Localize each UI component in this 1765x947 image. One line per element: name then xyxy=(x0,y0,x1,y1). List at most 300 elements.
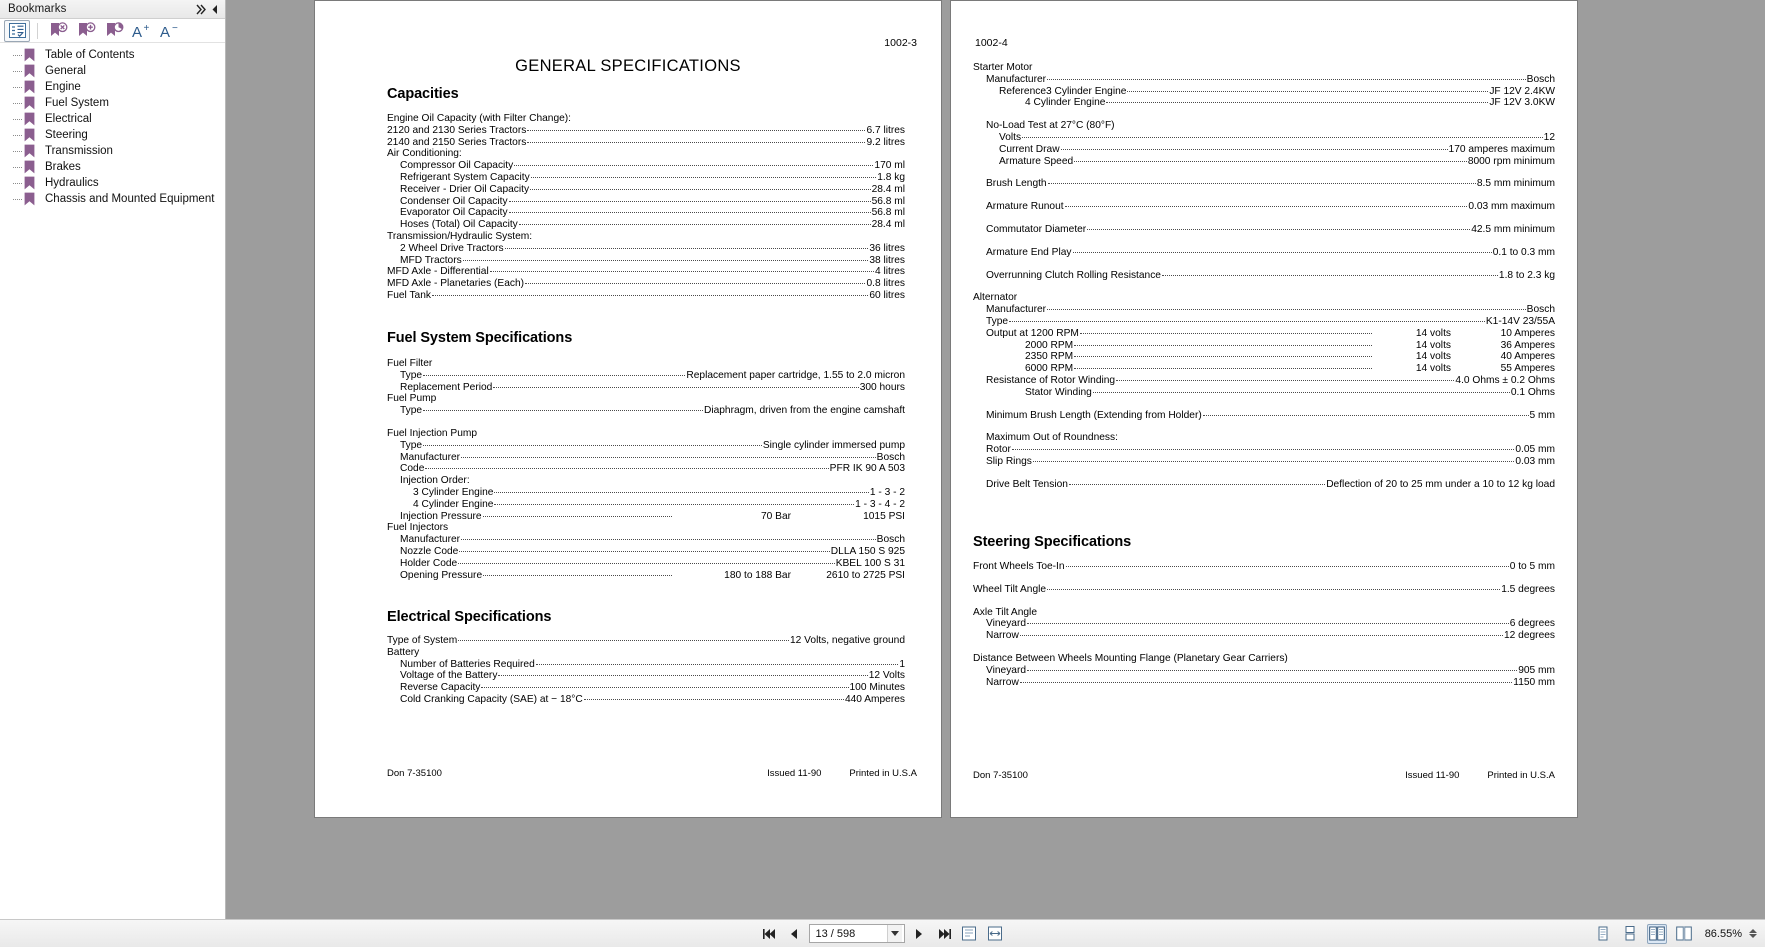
svg-text:−: − xyxy=(172,22,178,34)
spec-label: Commutator Diameter xyxy=(986,223,1087,235)
spec-label: 2120 and 2130 Series Tractors xyxy=(387,124,527,136)
spec-row xyxy=(973,618,1555,630)
collapse-panel-icon[interactable] xyxy=(195,3,208,16)
new-bookmark-button[interactable] xyxy=(73,20,99,42)
leader-dots xyxy=(481,687,848,688)
spec-row xyxy=(387,125,905,137)
bookmarks-panel xyxy=(0,0,226,919)
spec-label: Code xyxy=(400,463,425,475)
spec-label: Distance Between Wheels Mounting Flange (Planetary Gear Carriers) xyxy=(973,652,1288,664)
first-page-button[interactable] xyxy=(761,924,779,944)
spec-row xyxy=(973,201,1555,213)
bookmark-item-label: Brakes xyxy=(45,160,81,173)
bookmark-item-brakes[interactable] xyxy=(0,159,225,175)
spec-value-secondary: 36 Amperes xyxy=(1500,339,1555,351)
spec-label: Manufacturer xyxy=(400,451,461,463)
spec-row-spacer xyxy=(387,417,905,428)
spec-value: 1.8 to 2.3 kg xyxy=(1498,269,1555,281)
section-heading: Fuel System Specifications xyxy=(387,330,573,346)
spec-value: 9.2 litres xyxy=(866,136,905,148)
leader-dots xyxy=(1074,345,1372,346)
spec-label: Type xyxy=(400,405,423,417)
leader-dots xyxy=(1027,623,1509,624)
spec-value: 8.5 mm minimum xyxy=(1476,178,1555,190)
spec-value: 0.05 mm xyxy=(1515,444,1555,456)
leader-dots xyxy=(1116,380,1454,381)
spec-row xyxy=(387,670,905,682)
single-page-view-button[interactable] xyxy=(1593,924,1613,944)
spec-row xyxy=(973,607,1555,619)
bookmark-item-label: Steering xyxy=(45,128,88,141)
spec-label: Minimum Brush Length (Extending from Holder) xyxy=(986,409,1202,421)
spec-value: 1 - 3 - 4 - 2 xyxy=(855,498,905,510)
spec-label: Holder Code xyxy=(400,557,458,569)
spec-value: Single cylinder immersed pump xyxy=(762,439,905,451)
spec-label: Current Draw xyxy=(999,143,1060,155)
spec-row xyxy=(973,375,1555,387)
leader-dots xyxy=(1080,333,1372,334)
footer-printed-left: Printed in U.S.A xyxy=(849,768,917,779)
spec-label: Narrow xyxy=(986,630,1019,642)
spec-label: Opening Pressure xyxy=(400,569,483,581)
spec-value: Bosch xyxy=(876,534,905,546)
spec-row xyxy=(973,97,1555,109)
spec-row xyxy=(973,224,1555,236)
spec-label: Output at 1200 RPM xyxy=(986,327,1079,339)
spec-label: Fuel Tank xyxy=(387,289,431,301)
leader-dots xyxy=(1069,484,1325,485)
spec-row-spacer xyxy=(973,259,1555,270)
spec-value: PFR IK 90 A 503 xyxy=(829,463,905,475)
spec-label: Replacement Period xyxy=(400,381,493,393)
two-page-view-button[interactable] xyxy=(1647,924,1667,944)
spec-value: 4 litres xyxy=(874,266,905,278)
bookmark-item-label: Engine xyxy=(45,80,81,93)
bookmark-flag-icon xyxy=(24,96,37,111)
leader-dots xyxy=(1047,589,1500,590)
leader-dots xyxy=(461,457,876,458)
bookmark-item-general[interactable] xyxy=(0,63,225,79)
spec-value-secondary: 40 Amperes xyxy=(1500,351,1555,363)
spec-label: Armature End Play xyxy=(986,246,1072,258)
bookmark-item-hydraulics[interactable] xyxy=(0,175,225,191)
leader-dots xyxy=(527,142,865,143)
spec-row-spacer xyxy=(973,109,1555,120)
spec-value: 8000 rpm minimum xyxy=(1467,155,1555,167)
spec-label: Type xyxy=(400,439,423,451)
spec-label: Type xyxy=(400,369,423,381)
spec-value: 0.03 mm xyxy=(1515,455,1555,467)
spec-label: Type of System xyxy=(387,635,458,646)
bookmark-flag-icon xyxy=(24,192,37,207)
spec-label: Armature Speed xyxy=(999,155,1074,167)
spec-row xyxy=(973,479,1555,491)
spec-row xyxy=(387,370,905,382)
spec-row xyxy=(387,511,905,523)
zoom-in-arrow-icon[interactable] xyxy=(1749,929,1757,933)
spec-row xyxy=(387,219,905,231)
spec-value: 60 litres xyxy=(869,289,905,301)
bookmark-item-label: General xyxy=(45,64,86,77)
spec-value: Bosch xyxy=(1526,304,1555,316)
section-heading: Capacities xyxy=(387,86,459,102)
status-bar xyxy=(0,919,1765,947)
spec-label: Refrigerant System Capacity xyxy=(400,171,530,183)
spec-row xyxy=(387,393,905,405)
spec-row xyxy=(387,278,905,290)
spec-row xyxy=(973,86,1555,98)
leader-dots xyxy=(1033,461,1514,462)
hide-panel-icon[interactable] xyxy=(208,3,221,16)
spec-value: 38 litres xyxy=(869,254,905,266)
spec-row-spacer xyxy=(973,421,1555,432)
spec-label: Armature Runout xyxy=(986,201,1064,213)
expand-current-bookmark-button[interactable] xyxy=(4,20,30,42)
svg-text:+: + xyxy=(143,22,150,34)
spec-row-spacer xyxy=(973,573,1555,584)
leader-dots xyxy=(519,224,871,225)
spec-value: 440 Amperes xyxy=(844,693,905,705)
spec-label: Alternator xyxy=(973,292,1018,304)
spec-label: Fuel Injectors xyxy=(387,522,449,534)
spec-value: 170 ml xyxy=(874,160,905,172)
spec-value: 14 volts xyxy=(1415,363,1451,375)
spec-value: JF 12V 3.0KW xyxy=(1489,97,1555,109)
spec-label: Nozzle Code xyxy=(400,545,459,557)
leader-dots xyxy=(531,177,877,178)
leader-dots xyxy=(1061,149,1448,150)
spec-row xyxy=(973,561,1555,573)
spec-row xyxy=(973,410,1555,422)
last-page-button[interactable] xyxy=(935,924,953,944)
spec-row xyxy=(973,132,1555,144)
bookmark-flag-icon xyxy=(24,176,37,191)
spec-row xyxy=(973,444,1555,456)
spec-row xyxy=(973,351,1555,363)
leader-dots xyxy=(423,410,703,411)
spec-value: 14 volts xyxy=(1415,351,1451,363)
spec-list xyxy=(973,62,1555,491)
delete-bookmark-button[interactable] xyxy=(45,20,71,42)
spec-value: 100 Minutes xyxy=(849,682,905,694)
spec-row xyxy=(387,534,905,546)
spec-value: 36 litres xyxy=(869,242,905,254)
fit-width-button[interactable] xyxy=(985,924,1005,944)
spec-row-spacer xyxy=(973,596,1555,607)
bookmark-item-label: Chassis and Mounted Equipment xyxy=(45,192,215,205)
leader-dots xyxy=(536,664,899,665)
document-title: GENERAL SPECIFICATIONS xyxy=(515,57,741,75)
leader-dots xyxy=(432,295,868,296)
spec-value: 12 xyxy=(1543,131,1555,143)
spec-row xyxy=(387,184,905,196)
footer-doc-id-right: Don 7-35100 xyxy=(973,770,1028,781)
spec-row xyxy=(973,677,1555,689)
spec-row xyxy=(387,172,905,184)
next-page-button[interactable] xyxy=(911,924,929,944)
spec-value: 1.8 kg xyxy=(877,171,905,183)
spec-value: 42.5 mm minimum xyxy=(1471,223,1555,235)
leader-dots xyxy=(423,375,685,376)
page-label-right: 1002-4 xyxy=(975,37,1008,49)
spec-row xyxy=(973,456,1555,468)
spec-row xyxy=(973,270,1555,282)
spec-value: 0 to 5 mm xyxy=(1509,561,1555,572)
spec-row-spacer xyxy=(973,642,1555,653)
spec-value: K1-14V 23/55A xyxy=(1485,315,1555,327)
spec-value: 180 to 188 Bar xyxy=(724,569,791,581)
spec-label: Engine Oil Capacity (with Filter Change): xyxy=(387,113,572,124)
fit-page-button[interactable] xyxy=(959,924,979,944)
bookmark-item-steering[interactable] xyxy=(0,127,225,143)
spec-row xyxy=(973,340,1555,352)
spec-row-spacer xyxy=(973,236,1555,247)
spec-value: 56.8 ml xyxy=(871,207,905,219)
spec-value: 12 Volts xyxy=(868,670,905,682)
spec-row xyxy=(973,74,1555,86)
leader-dots xyxy=(1093,392,1510,393)
bookmark-item-transmission[interactable] xyxy=(0,143,225,159)
leader-dots xyxy=(1012,449,1514,450)
spec-row xyxy=(973,62,1555,74)
leader-dots xyxy=(1020,635,1503,636)
spec-row xyxy=(387,290,905,302)
spec-value: 70 Bar xyxy=(760,510,791,522)
spec-value: 28.4 ml xyxy=(871,183,905,195)
spec-row xyxy=(387,475,905,487)
leader-dots xyxy=(1127,91,1488,92)
leader-dots xyxy=(1074,368,1372,369)
spec-label: Air Conditioning: xyxy=(387,148,462,160)
leader-dots xyxy=(458,563,835,564)
spec-value: 12 degrees xyxy=(1504,630,1555,642)
spec-label: No-Load Test at 27°C (80°F) xyxy=(986,120,1115,132)
tree-connector-icon xyxy=(10,199,24,200)
page-navigation-group xyxy=(0,924,1765,944)
leader-dots xyxy=(1022,137,1543,138)
pdf-page-right[interactable] xyxy=(950,0,1578,818)
spec-label: Vineyard xyxy=(986,664,1027,676)
spec-label: Reverse Capacity xyxy=(400,682,481,694)
spec-label: Fuel Filter xyxy=(387,358,433,369)
spec-row xyxy=(973,292,1555,304)
bookmark-item-label: Table of Contents xyxy=(45,48,135,61)
spec-row xyxy=(387,255,905,267)
bookmark-flag-icon xyxy=(24,128,37,143)
spec-label: Maximum Out of Roundness: xyxy=(986,432,1118,444)
spec-row xyxy=(387,440,905,452)
spec-row xyxy=(973,387,1555,399)
bookmark-flag-icon xyxy=(24,64,37,79)
spec-row xyxy=(973,328,1555,340)
leader-dots xyxy=(525,283,865,284)
bookmark-flag-icon xyxy=(24,160,37,175)
leader-dots xyxy=(1047,309,1526,310)
zoom-out-arrow-icon[interactable] xyxy=(1749,934,1757,938)
spec-label: Evaporator Oil Capacity xyxy=(400,207,508,219)
leader-dots xyxy=(1047,79,1526,80)
tree-connector-icon xyxy=(10,71,24,72)
increase-text-size-button[interactable] xyxy=(129,20,155,42)
bookmark-item-chassis-and-mounted-equipment[interactable] xyxy=(0,191,225,207)
bookmark-item-label: Electrical xyxy=(45,112,92,125)
spec-value: 1.5 degrees xyxy=(1501,583,1555,595)
spec-value: 0.8 litres xyxy=(866,278,905,290)
spec-row xyxy=(387,113,905,125)
spec-label: 4 Cylinder Engine xyxy=(1025,97,1106,109)
svg-text:A: A xyxy=(132,23,143,39)
spec-value: 1 - 3 - 2 xyxy=(869,486,905,498)
pdf-page-left[interactable] xyxy=(314,0,942,818)
spec-label: Reference3 Cylinder Engine xyxy=(999,85,1127,97)
spec-value: 6 degrees xyxy=(1509,618,1555,630)
spec-value: 56.8 ml xyxy=(871,195,905,207)
leader-dots xyxy=(425,468,828,469)
spec-row xyxy=(973,178,1555,190)
bookmark-item-fuel-system[interactable] xyxy=(0,95,225,111)
zoom-level-value: 86.55% xyxy=(1704,927,1742,940)
bookmark-item-label: Hydraulics xyxy=(45,176,99,189)
spec-row xyxy=(973,304,1555,316)
spec-row xyxy=(387,207,905,219)
leader-dots xyxy=(1065,206,1468,207)
leader-dots xyxy=(1027,670,1517,671)
leader-dots xyxy=(463,260,869,261)
spec-row xyxy=(387,405,905,417)
spec-row xyxy=(973,247,1555,259)
spec-row xyxy=(973,120,1555,132)
spec-label: Axle Tilt Angle xyxy=(973,606,1037,618)
spec-row xyxy=(387,243,905,255)
bookmarks-toolbar xyxy=(0,19,225,43)
spec-label: 2000 RPM xyxy=(1025,339,1074,351)
spec-value: Bosch xyxy=(876,451,905,463)
spec-label: 2140 and 2150 Series Tractors xyxy=(387,136,527,148)
page-number-input[interactable] xyxy=(809,924,905,943)
spec-label: Injection Pressure xyxy=(400,510,482,522)
bookmark-item-label: Transmission xyxy=(45,144,113,157)
footer-issued-left: Issued 11-90 xyxy=(767,768,822,779)
spec-label: Hoses (Total) Oil Capacity xyxy=(400,219,518,231)
leader-dots xyxy=(458,640,789,641)
spec-label: Number of Batteries Required xyxy=(400,658,535,670)
decrease-text-size-button[interactable] xyxy=(157,20,183,42)
spec-row xyxy=(387,148,905,160)
bookmarks-panel-title: Bookmarks xyxy=(8,3,67,15)
spec-row xyxy=(387,137,905,149)
spec-value-secondary: 1015 PSI xyxy=(863,510,905,522)
spec-list xyxy=(973,561,1555,688)
leader-dots xyxy=(1048,183,1476,184)
leader-dots xyxy=(493,387,858,388)
spec-label: Slip Rings xyxy=(986,455,1032,467)
bookmark-item-label: Fuel System xyxy=(45,96,109,109)
zoom-stepper[interactable] xyxy=(1749,929,1757,938)
spec-row xyxy=(387,382,905,394)
bookmark-item-engine[interactable] xyxy=(0,79,225,95)
spec-value: Deflection of 20 to 25 mm under a 10 to 12 kg load xyxy=(1326,478,1555,490)
leader-dots xyxy=(494,504,854,505)
bookmark-flag-icon xyxy=(24,144,37,159)
continuous-scroll-button[interactable] xyxy=(1620,924,1640,944)
bookmark-flag-icon xyxy=(24,48,37,63)
book-view-button[interactable] xyxy=(1674,924,1694,944)
bookmark-item-electrical[interactable] xyxy=(0,111,225,127)
tree-connector-icon xyxy=(10,183,24,184)
leader-dots xyxy=(494,492,868,493)
spec-value: 14 volts xyxy=(1415,327,1451,339)
spec-row xyxy=(973,316,1555,328)
spec-value: 905 mm xyxy=(1518,664,1555,676)
spec-row xyxy=(387,499,905,511)
spec-row xyxy=(387,452,905,464)
spec-row-spacer xyxy=(973,468,1555,479)
previous-page-button[interactable] xyxy=(785,924,803,944)
tree-connector-icon xyxy=(10,103,24,104)
chevron-down-icon[interactable] xyxy=(887,925,902,942)
leader-dots xyxy=(459,551,829,552)
page-number-value: 13 / 598 xyxy=(815,927,856,940)
tree-connector-icon xyxy=(10,55,24,56)
bookmarks-tree xyxy=(0,43,225,919)
spec-label: Condenser Oil Capacity xyxy=(400,195,508,207)
spec-label: Stator Winding xyxy=(1025,386,1092,398)
spec-list xyxy=(387,113,905,302)
document-viewport[interactable] xyxy=(226,0,1765,919)
spec-value: DLLA 150 S 925 xyxy=(830,545,905,557)
footer-meta-right xyxy=(1405,770,1555,781)
spec-label: Manufacturer xyxy=(986,73,1047,85)
bookmark-options-button[interactable] xyxy=(101,20,127,42)
leader-dots xyxy=(1106,102,1488,103)
spec-label: Brush Length xyxy=(986,178,1047,190)
footer-doc-id-left: Don 7-35100 xyxy=(387,768,442,779)
spec-row xyxy=(387,266,905,278)
spec-value: Diaphragm, driven from the engine camshaft xyxy=(703,405,905,417)
spec-row xyxy=(973,665,1555,677)
spec-label: Injection Order: xyxy=(400,475,470,487)
spec-row xyxy=(387,358,905,370)
spec-row xyxy=(387,522,905,534)
spec-row xyxy=(973,630,1555,642)
bookmarks-panel-header xyxy=(0,0,225,19)
view-mode-group xyxy=(1593,924,1757,944)
spec-row xyxy=(387,196,905,208)
spec-label: 4 Cylinder Engine xyxy=(413,498,494,510)
leader-dots xyxy=(498,675,867,676)
spec-value: 0.1 Ohms xyxy=(1510,386,1555,398)
tree-connector-icon xyxy=(10,135,24,136)
spec-label: Overrunning Clutch Rolling Resistance xyxy=(986,269,1161,281)
spec-row xyxy=(387,635,905,647)
spec-label: Receiver - Drier Oil Capacity xyxy=(400,183,530,195)
spec-label: Cold Cranking Capacity (SAE) at − 18°C xyxy=(400,693,583,705)
svg-text:A: A xyxy=(160,23,171,39)
leader-dots xyxy=(1203,415,1529,416)
spec-value: Replacement paper cartridge, 1.55 to 2.0 micron xyxy=(686,369,905,381)
spec-row xyxy=(387,546,905,558)
spec-row xyxy=(387,428,905,440)
bookmark-item-table-of-contents[interactable] xyxy=(0,47,225,63)
spec-row xyxy=(387,647,905,659)
spec-label: 6000 RPM xyxy=(1025,363,1074,375)
footer-issued-right: Issued 11-90 xyxy=(1405,770,1460,781)
spec-value: 170 amperes maximum xyxy=(1448,143,1555,155)
page-label-left: 1002-3 xyxy=(884,37,917,49)
spec-value: KBEL 100 S 31 xyxy=(835,557,905,569)
spec-value: Bosch xyxy=(1526,73,1555,85)
leader-dots xyxy=(514,165,873,166)
